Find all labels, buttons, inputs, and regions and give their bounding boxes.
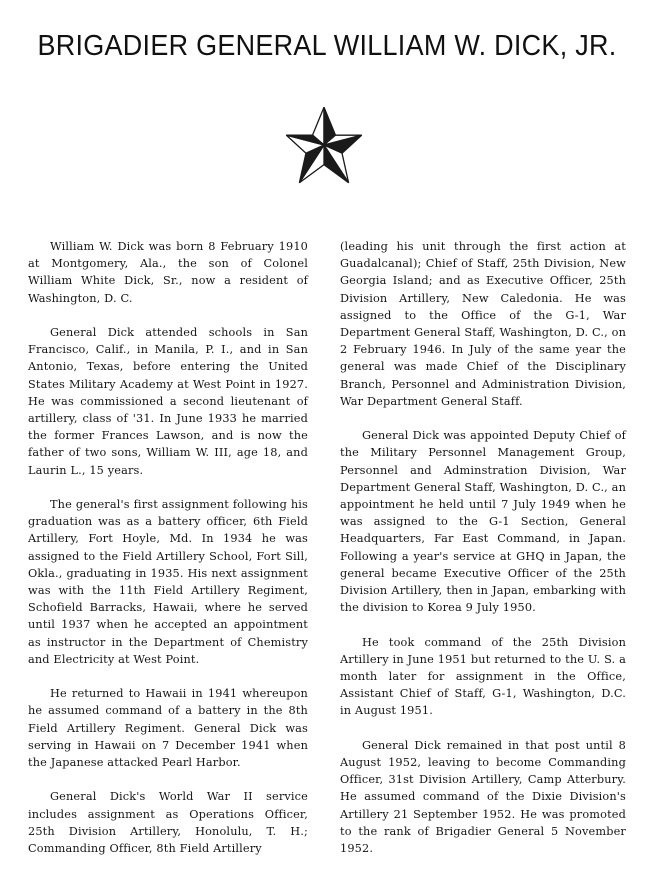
paragraph-promotion: General Dick remained in that post until 8 August 1952, leaving to become Commanding Officer, 31st Division Artillery, Camp Atterbury. He assumed command of the Dixie Division's Artillery 21 September 1952. He was promoted to the rank of Brigadier General 5 November 1952.	[340, 738, 626, 856]
paragraph-first-assignment: The general's first assignment following his graduation was as a battery officer, 6th Field Artillery, Fort Hoyle, Md. In 1934 he was assigned to the Field Artillery School, Fort Sill, Okla., graduating in 1935. His next assignment was with the 11th Field Artillery Regiment, Schofield Barracks, Hawaii, where he served until 1937 when he accepted an appointment as instructor in the Department of Chemistry and Electricity at West Point.	[28, 498, 308, 666]
right-column	[340, 238, 626, 874]
paragraph-ww2-service-continued: (leading his unit through the first action at Guadalcanal); Chief of Staff, 25th Division, New Georgia Island; and as Executive Officer, 25th Division Artillery, New Caledonia. He was assigned to the Office of the G-1, War Department General Staff, Washington, D. C., on 2 February 1946. In July of the same year the general was made Chief of the Disciplinary Branch, Personnel and Administration Division, War Department General Staff.	[340, 240, 626, 408]
paragraph-birth: William W. Dick was born 8 February 1910 at Montgomery, Ala., the son of Colonel William White Dick, Sr., now a resident of Washington, D. C.	[28, 240, 308, 305]
paragraph-hawaii: He returned to Hawaii in 1941 whereupon he assumed command of a battery in the 8th Field Artillery Regiment. General Dick was serving in Hawaii on 7 December 1941 when the Japanese attacked Pearl Harbor.	[28, 687, 308, 770]
star-icon	[282, 104, 366, 186]
paragraph-education: General Dick attended schools in San Francisco, Calif., in Manila, P. I., and in San Antonio, Texas, before entering the United States Military Academy at West Point in 1927. He was commissioned a second lieutenant of artillery, class of '31. In June 1933 he married the former Frances Lawson, and is now the father of two sons, William W. III, age 18, and Laurin L., 15 years.	[28, 326, 308, 477]
paragraph-korea-command: He took command of the 25th Division Artillery in June 1951 but returned to the U. S. a month later for assignment in the Office, Assistant Chief of Staff, G-1, Washington, D.C. in August 1951.	[340, 635, 626, 718]
page-title: BRIGADIER GENERAL WILLIAM W. DICK, JR.	[37, 30, 617, 62]
paragraph-ww2-service: General Dick's World War II service includes assignment as Operations Officer, 25th Division Artillery, Honolulu, T. H.; Commanding Officer, 8th Field Artillery	[28, 790, 308, 856]
left-column	[28, 238, 308, 874]
paragraph-deputy-chief: General Dick was appointed Deputy Chief of the Military Personnel Management Group, Personnel and Adminstration Division, War Department General Staff, Washington, D. C., an appointment he held until 7 July 1949 when he was assigned to the G-1 Section, General Headquarters, Far East Command, in Japan. Following a year's service at GHQ in Japan, the general became Executive Officer of the 25th Division Artillery, then in Japan, embarking with the division to Korea 9 July 1950.	[340, 429, 626, 615]
